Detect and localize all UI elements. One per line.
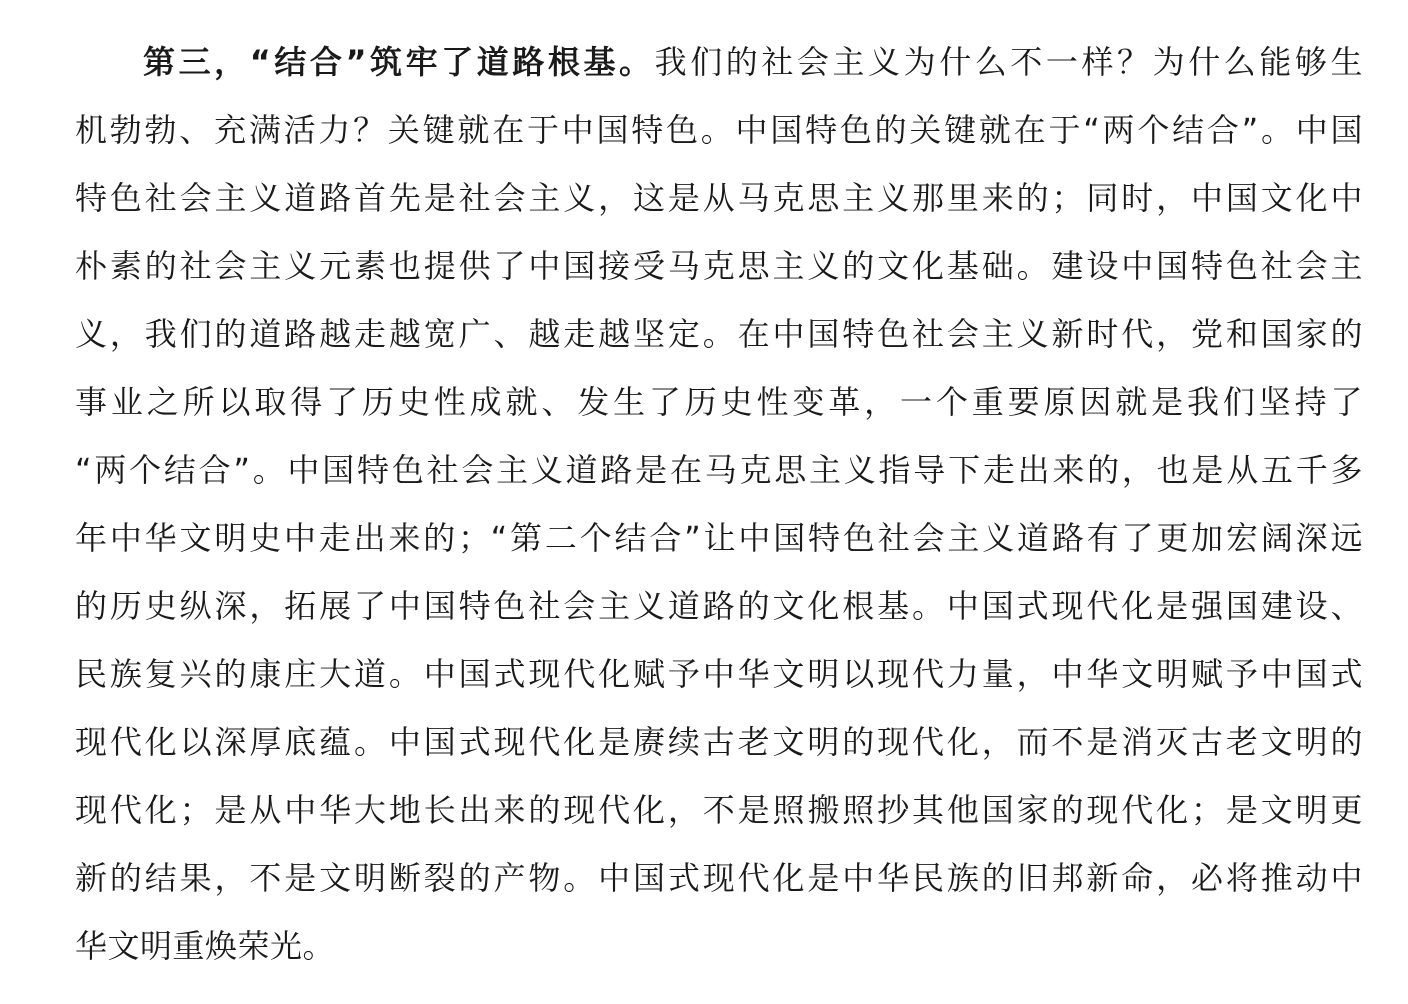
paragraph-line-8: 年中华文明史中走出来的；“第二个结合”让中国特色社会主义道路有了更加宏阔深远 <box>75 519 1363 557</box>
paragraph-line-6: 事业之所以取得了历史性成就、发生了历史性变革，一个重要原因就是我们坚持了 <box>75 383 1363 421</box>
paragraph-line-12: 现代化；是从中华大地长出来的现代化，不是照搬照抄其他国家的现代化；是文明更 <box>75 791 1363 829</box>
paragraph-line-2: 机勃勃、充满活力？关键就在于中国特色。中国特色的关键就在于“两个结合”。中国 <box>75 111 1363 149</box>
section-lead-heading: 第三，“结合”筑牢了道路根基。 <box>143 43 655 81</box>
paragraph-line-10: 民族复兴的康庄大道。中国式现代化赋予中华文明以现代力量，中华文明赋予中国式 <box>75 655 1363 693</box>
paragraph-line-11: 现代化以深厚底蕴。中国式现代化是赓续古老文明的现代化，而不是消灭古老文明的 <box>75 723 1363 761</box>
paragraph-line-1 <box>75 28 1363 96</box>
article-paragraph <box>75 28 1363 980</box>
paragraph-line-9: 的历史纵深，拓展了中国特色社会主义道路的文化根基。中国式现代化是强国建设、 <box>75 587 1363 625</box>
paragraph-line-14: 华文明重焕荣光。 <box>75 927 336 965</box>
paragraph-line-3: 特色社会主义道路首先是社会主义，这是从马克思主义那里来的；同时，中国文化中 <box>75 179 1363 217</box>
paragraph-line-5: 义，我们的道路越走越宽广、越走越坚定。在中国特色社会主义新时代，党和国家的 <box>75 315 1363 353</box>
paragraph-line-4: 朴素的社会主义元素也提供了中国接受马克思主义的文化基础。建设中国特色社会主 <box>75 247 1363 285</box>
paragraph-line-13: 新的结果，不是文明断裂的产物。中国式现代化是中华民族的旧邦新命，必将推动中 <box>75 859 1363 897</box>
paragraph-line-7: “两个结合”。中国特色社会主义道路是在马克思主义指导下走出来的，也是从五千多 <box>75 451 1363 489</box>
paragraph-line-1-text: 我们的社会主义为什么不一样？为什么能够生 <box>654 43 1363 81</box>
